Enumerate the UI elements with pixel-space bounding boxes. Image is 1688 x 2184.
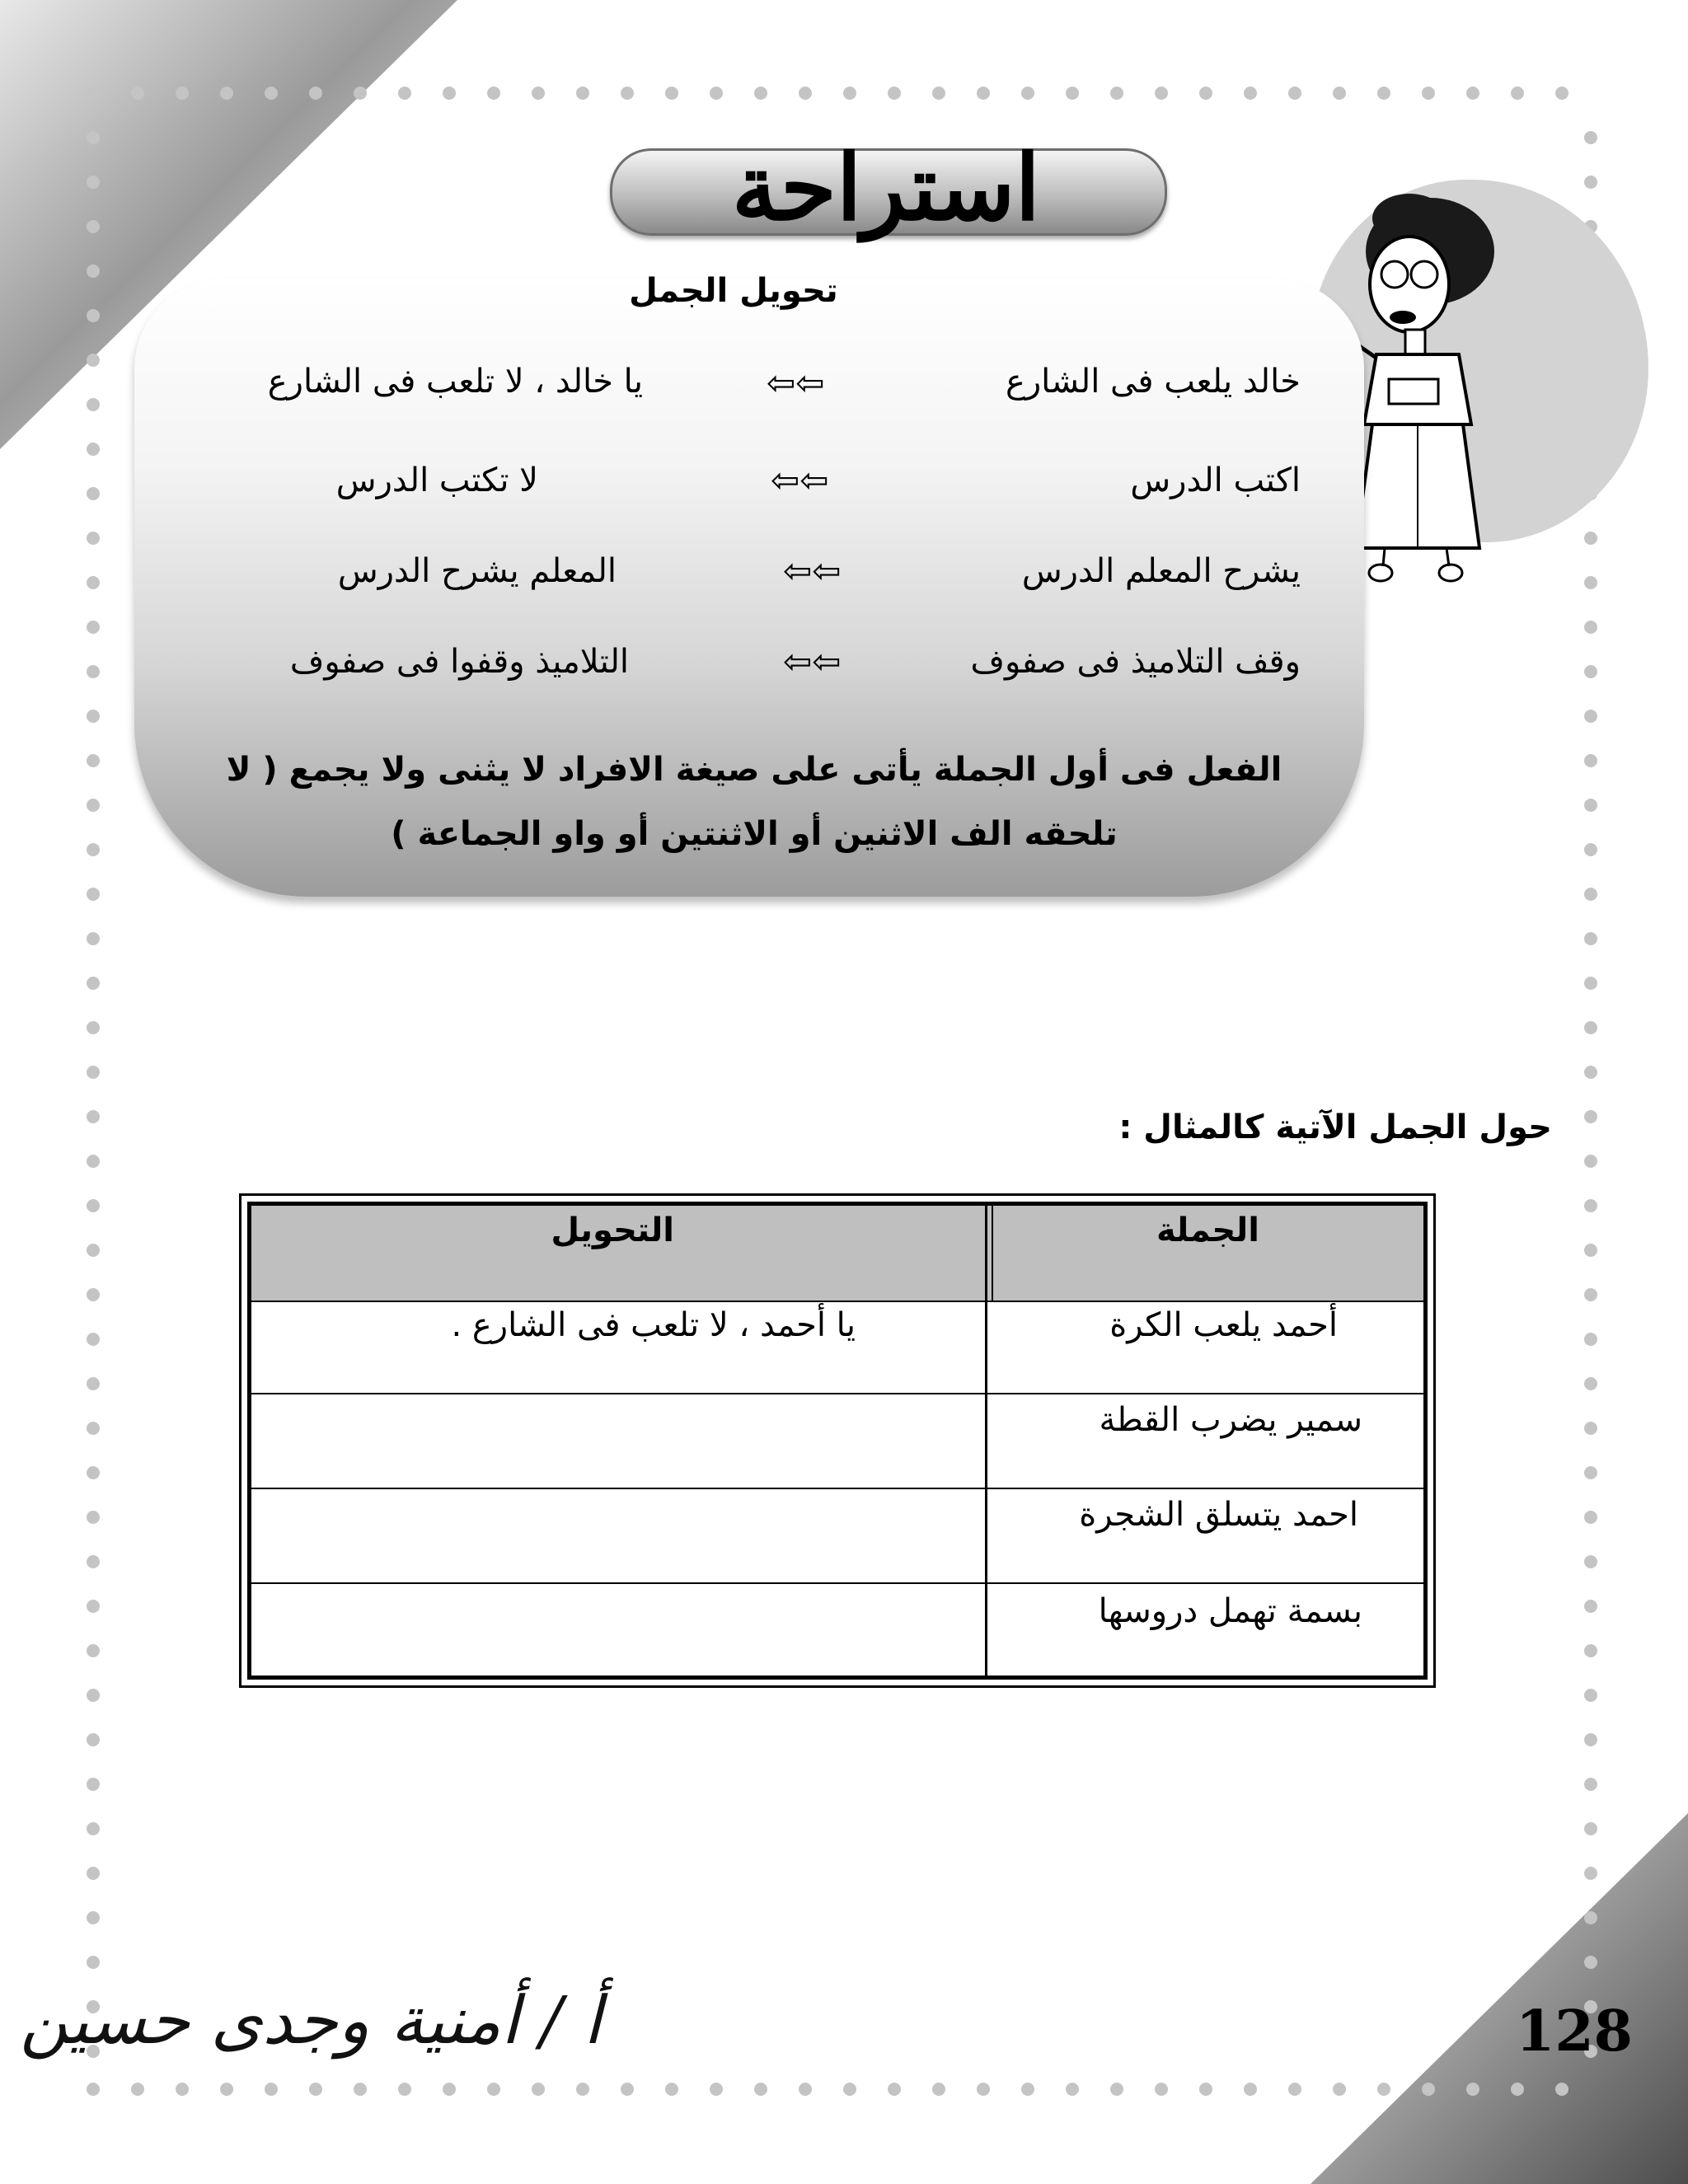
pair-original: اكتب الدرس — [1130, 462, 1301, 499]
border-dot — [87, 176, 100, 189]
border-dot — [87, 932, 100, 945]
border-dot — [87, 1511, 100, 1524]
border-dot — [576, 87, 589, 100]
border-dot — [87, 799, 100, 812]
border-dot — [710, 87, 723, 100]
border-dot — [1584, 1644, 1597, 1657]
border-dot — [87, 131, 100, 144]
border-dot — [532, 2083, 545, 2096]
border-dot — [1555, 2083, 1568, 2096]
border-dot — [176, 2083, 189, 2096]
border-dot — [87, 1422, 100, 1435]
border-dot — [87, 710, 100, 723]
border-dot — [1584, 1244, 1597, 1257]
border-dot — [487, 87, 500, 100]
border-dot — [799, 87, 812, 100]
pair-original: وقف التلاميذ فى صفوف — [970, 643, 1301, 681]
border-dot — [1584, 843, 1597, 856]
border-dot — [665, 2083, 678, 2096]
border-dot — [87, 220, 100, 233]
border-dot — [87, 665, 100, 678]
table-cell-sentence: سمير يضرب القطة — [1099, 1401, 1362, 1439]
border-dot — [1584, 710, 1597, 723]
border-dot — [87, 398, 100, 411]
border-dot — [87, 87, 100, 100]
border-dot — [888, 87, 901, 100]
rule-line: الفعل فى أول الجملة يأتى على صيغة الافراد لا يثنى ولا يجمع ( لا — [226, 751, 1282, 789]
border-dot — [1244, 87, 1257, 100]
border-dot — [1244, 2083, 1257, 2096]
double-arrow-icon: ⇦⇦ — [771, 460, 829, 500]
border-dot — [843, 2083, 856, 2096]
border-dot — [576, 2083, 589, 2096]
border-dot — [87, 1244, 100, 1257]
table-cell-sentence: أحمد يلعب الكرة — [1109, 1306, 1338, 1344]
border-dot — [1584, 1600, 1597, 1613]
border-dot — [977, 2083, 990, 2096]
border-dot — [1377, 2083, 1390, 2096]
page-title: استراحة — [731, 134, 1041, 241]
border-dot — [1584, 1155, 1597, 1168]
border-dot — [1584, 1733, 1597, 1746]
border-dot — [843, 87, 856, 100]
border-dot — [888, 2083, 901, 2096]
border-dot — [87, 354, 100, 367]
pair-converted: التلاميذ وقفوا فى صفوف — [289, 643, 629, 681]
border-dot — [1110, 2083, 1123, 2096]
border-dot — [1422, 87, 1435, 100]
pair-converted: يا خالد ، لا تلعب فى الشارع — [267, 363, 643, 401]
border-dot — [1584, 1511, 1597, 1524]
border-dot — [398, 87, 411, 100]
border-dot — [1288, 2083, 1301, 2096]
border-dot — [1155, 87, 1168, 100]
border-dot — [1584, 799, 1597, 812]
panel-heading: تحويل الجمل — [629, 272, 838, 310]
border-dot — [87, 1600, 100, 1613]
border-dot — [1199, 87, 1212, 100]
border-dot — [1584, 1689, 1597, 1702]
border-dot — [87, 977, 100, 990]
border-dot — [754, 87, 767, 100]
border-dot — [87, 1956, 100, 1969]
pair-converted: لا تكتب الدرس — [335, 462, 538, 499]
border-dot — [1584, 1867, 1597, 1880]
border-dot — [87, 532, 100, 545]
table-cell-sentence: بسمة تهمل دروسها — [1098, 1592, 1362, 1630]
double-arrow-icon: ⇦⇦ — [767, 363, 825, 403]
border-dot — [1110, 87, 1123, 100]
border-dot — [1377, 87, 1390, 100]
border-dot — [1066, 87, 1079, 100]
border-dot — [87, 309, 100, 322]
border-dot — [1584, 1066, 1597, 1079]
border-dot — [87, 1066, 100, 1079]
border-dot — [87, 888, 100, 901]
border-dot — [1155, 2083, 1168, 2096]
border-dot — [977, 87, 990, 100]
border-dot — [131, 2083, 144, 2096]
pair-original: خالد يلعب فى الشارع — [1005, 363, 1301, 401]
border-dot — [443, 87, 456, 100]
double-arrow-icon: ⇦⇦ — [783, 551, 842, 591]
border-dot — [87, 265, 100, 278]
border-dot — [1584, 665, 1597, 678]
border-dot — [1584, 1021, 1597, 1034]
border-dot — [265, 2083, 278, 2096]
border-dot — [87, 1555, 100, 1568]
border-dot — [1584, 1333, 1597, 1346]
border-dot — [1584, 977, 1597, 990]
border-dot — [87, 1021, 100, 1034]
border-dot — [621, 87, 634, 100]
border-dot — [220, 2083, 233, 2096]
grammar-rule — [198, 738, 1311, 866]
border-dot — [621, 2083, 634, 2096]
border-dot — [532, 87, 545, 100]
border-dot — [487, 2083, 500, 2096]
border-dot — [87, 1822, 100, 1835]
border-dot — [1555, 87, 1568, 100]
border-dot — [87, 1466, 100, 1479]
border-dot — [1584, 1199, 1597, 1212]
border-dot — [1288, 87, 1301, 100]
border-dot — [1584, 1778, 1597, 1791]
border-dot — [754, 2083, 767, 2096]
border-dot — [220, 87, 233, 100]
border-dot — [1584, 1377, 1597, 1390]
border-dot — [131, 87, 144, 100]
border-dot — [1584, 1555, 1597, 1568]
border-dot — [1584, 176, 1597, 189]
double-arrow-icon: ⇦⇦ — [783, 641, 842, 682]
border-dot — [354, 87, 367, 100]
border-dot — [1584, 1466, 1597, 1479]
border-dot — [1333, 87, 1346, 100]
author-signature: أ / أمنية وجدى حسين — [20, 1982, 602, 2059]
border-dot — [87, 576, 100, 589]
border-dot — [1584, 1110, 1597, 1123]
border-dot — [1584, 131, 1597, 144]
table-cell-conversion[interactable]: يا أحمد ، لا تلعب فى الشارع . — [451, 1306, 856, 1344]
border-dot — [265, 87, 278, 100]
table-cell-sentence: احمد يتسلق الشجرة — [1079, 1496, 1358, 1534]
border-dot — [1066, 2083, 1079, 2096]
border-dot — [932, 87, 945, 100]
border-dot — [1021, 2083, 1034, 2096]
border-dot — [1199, 2083, 1212, 2096]
border-dot — [1511, 2083, 1524, 2096]
border-dot — [1584, 1288, 1597, 1301]
border-dot — [1584, 1911, 1597, 1924]
border-dot — [87, 487, 100, 500]
border-dot — [1466, 2083, 1479, 2096]
border-dot — [1584, 576, 1597, 589]
border-dot — [87, 443, 100, 456]
border-dot — [87, 843, 100, 856]
border-dot — [309, 87, 322, 100]
border-dot — [309, 2083, 322, 2096]
border-dot — [1584, 532, 1597, 545]
border-dot — [1333, 2083, 1346, 2096]
border-dot — [398, 2083, 411, 2096]
page-number: 128 — [1516, 1999, 1633, 2064]
border-dot — [87, 2083, 100, 2096]
border-dot — [1584, 754, 1597, 767]
border-dot — [87, 1778, 100, 1791]
border-dot — [1422, 2083, 1435, 2096]
border-dot — [87, 1155, 100, 1168]
border-dot — [87, 1733, 100, 1746]
border-dot — [1584, 1956, 1597, 1969]
border-dot — [87, 754, 100, 767]
border-dot — [87, 1644, 100, 1657]
border-dot — [932, 2083, 945, 2096]
border-dot — [1584, 888, 1597, 901]
border-dot — [1584, 1822, 1597, 1835]
border-dot — [87, 1288, 100, 1301]
border-dot — [87, 1199, 100, 1212]
exercise-instruction: حول الجمل الآتية كالمثال : — [1118, 1108, 1552, 1146]
pair-converted: المعلم يشرح الدرس — [337, 552, 617, 590]
border-dot — [87, 1911, 100, 1924]
border-dot — [1511, 87, 1524, 100]
border-dot — [87, 1689, 100, 1702]
column-header-sentence: الجملة — [1156, 1212, 1259, 1249]
column-header-conversion: التحويل — [551, 1212, 674, 1249]
border-dot — [1466, 87, 1479, 100]
border-dot — [1584, 1422, 1597, 1435]
border-dot — [1584, 932, 1597, 945]
border-dot — [87, 1110, 100, 1123]
border-dot — [354, 2083, 367, 2096]
border-dot — [176, 87, 189, 100]
rule-line: تلحقه الف الاثنين أو الاثنتين أو واو الجماعة ) — [391, 815, 1118, 853]
border-dot — [1584, 621, 1597, 634]
border-dot — [443, 2083, 456, 2096]
border-dot — [87, 1867, 100, 1880]
border-dot — [87, 621, 100, 634]
pair-original: يشرح المعلم الدرس — [1021, 552, 1301, 590]
border-dot — [87, 1377, 100, 1390]
border-dot — [710, 2083, 723, 2096]
border-dot — [665, 87, 678, 100]
border-dot — [799, 2083, 812, 2096]
border-dot — [87, 1333, 100, 1346]
border-dot — [1021, 87, 1034, 100]
